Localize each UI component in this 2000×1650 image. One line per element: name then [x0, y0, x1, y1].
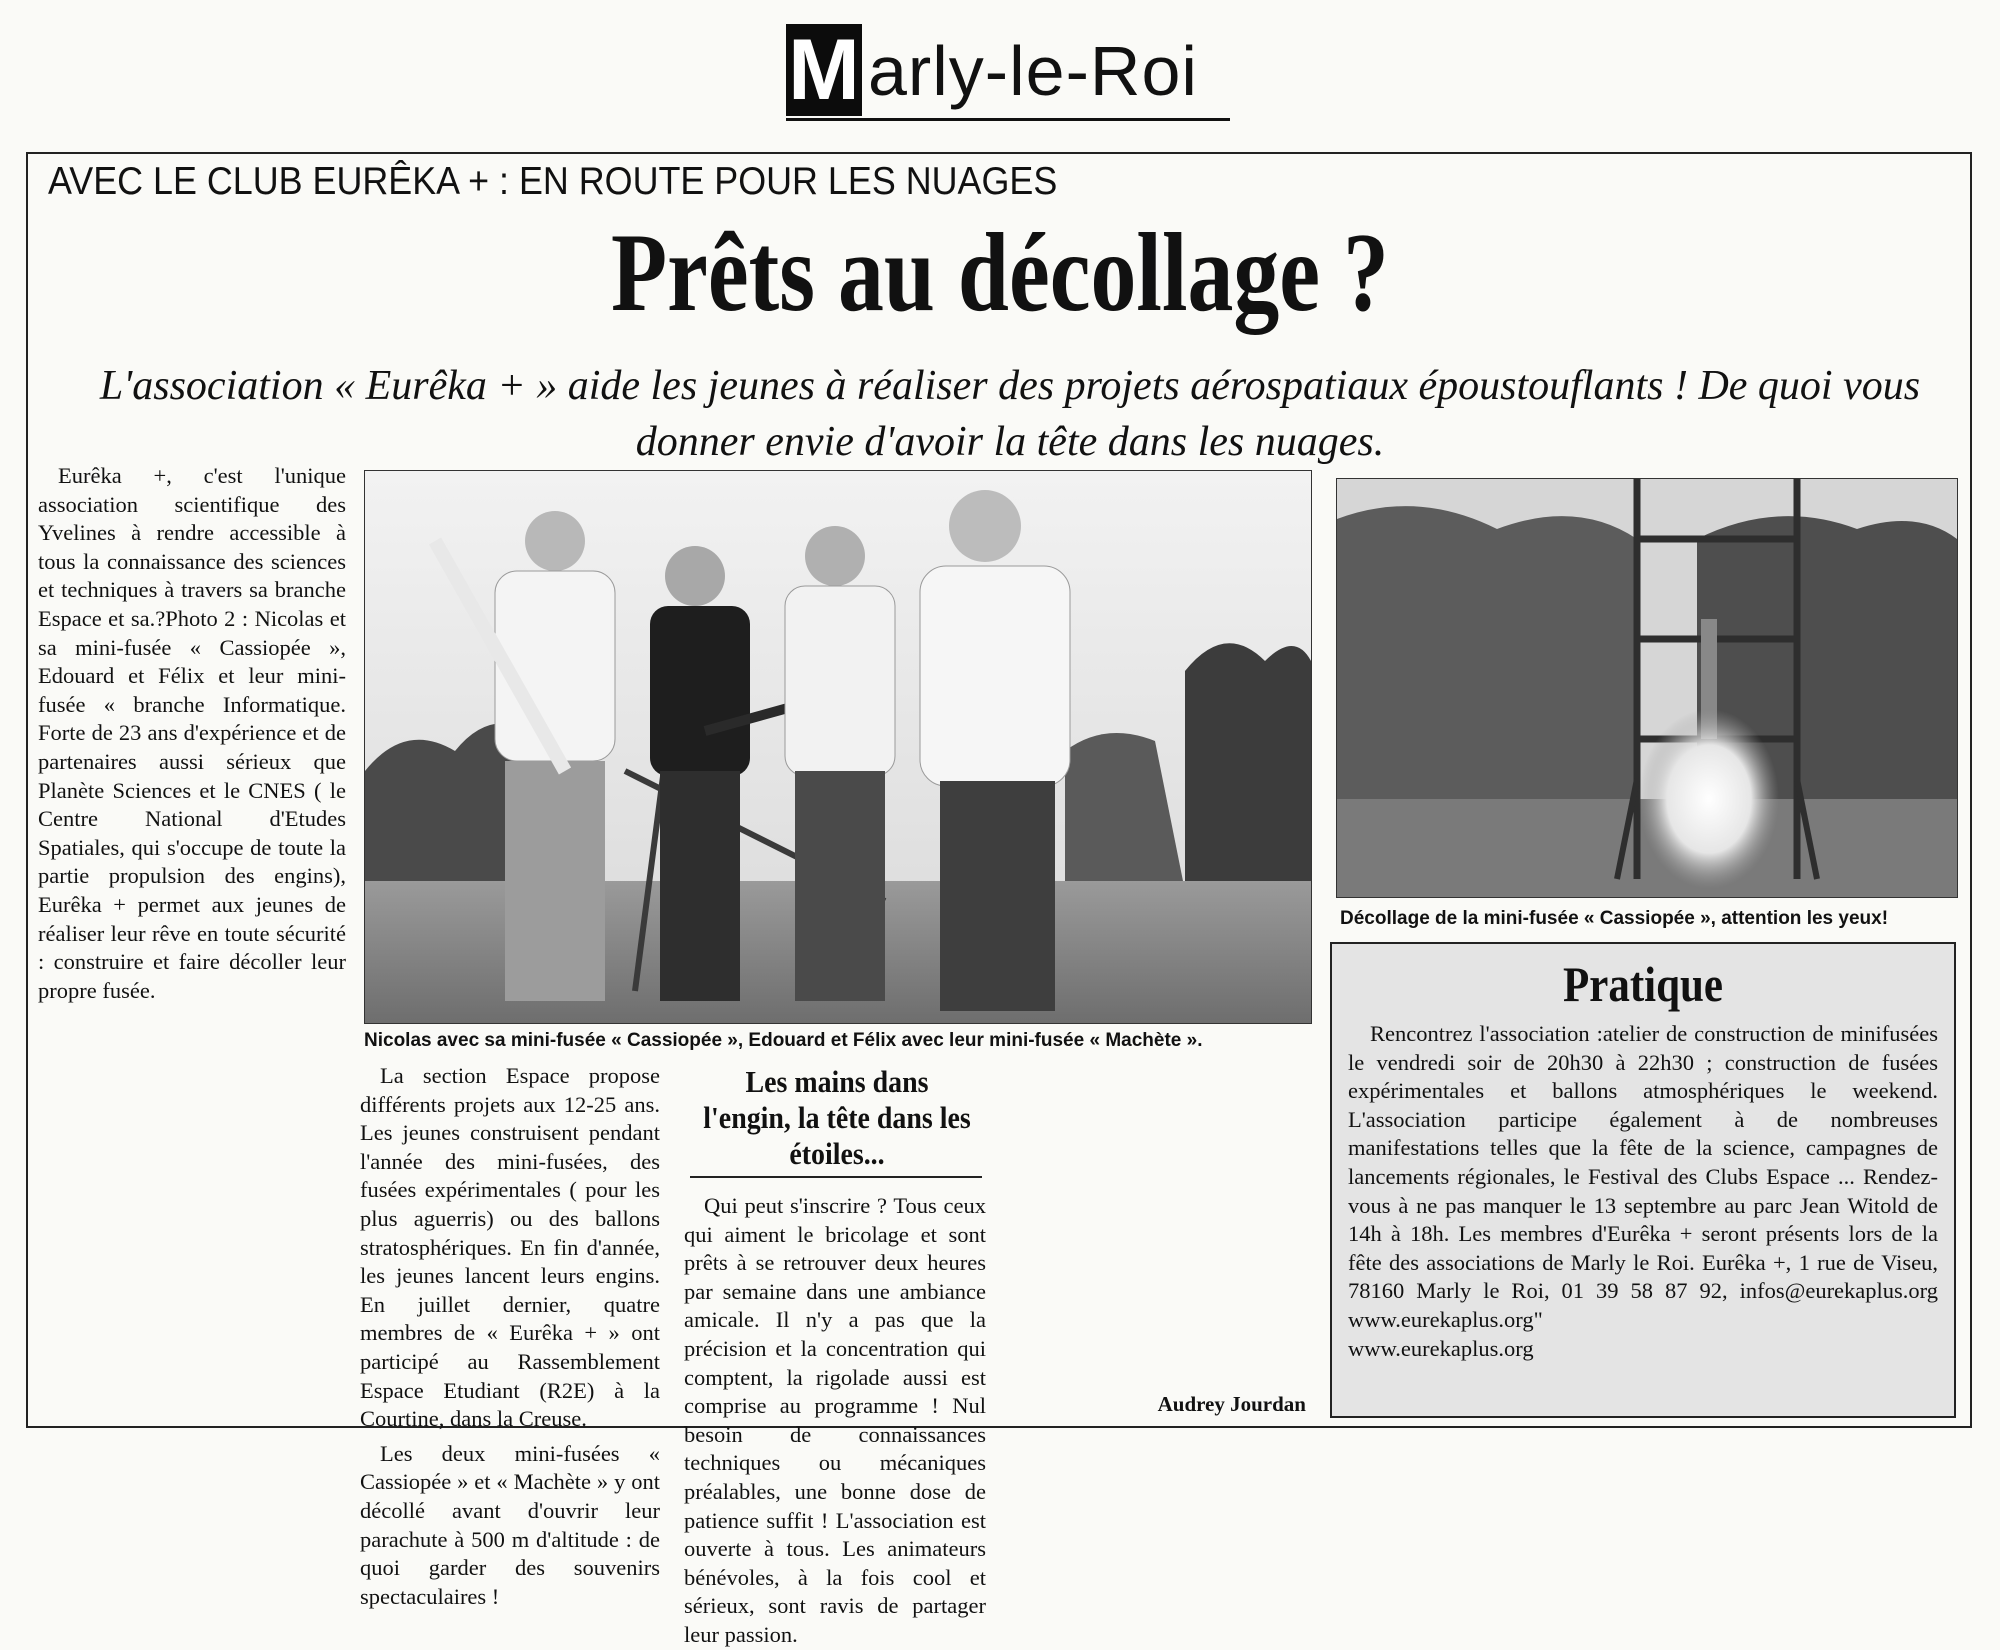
body-paragraph-4: Qui peut s'inscrire ? Tous ceux qui aiment le bricolage et sont prêts à se retrouver deux heures par semaine dans une ambiance amicale. Il n'y a pas que la précision et la concentration qui comptent, la rigolade aussi est comprise au programme ! Nul besoin de connaissances techniques ou mécaniques préalables, une bonne dose de patience suffit ! L'association est ouverte à tous. Les animateurs bénévoles, à la fois cool et sérieux, sont ravis de partager leur passion.	[684, 1193, 986, 1647]
photo-caption-launch: Décollage de la mini-fusée « Cassiopée », attention les yeux!	[1340, 908, 1889, 929]
photo-rocket-team-image	[365, 471, 1311, 1023]
pratique-title: Pratique	[1562, 956, 1724, 1012]
article-subhead: Les mains dans l'engin, la tête dans les étoiles...	[703, 1064, 971, 1171]
article-lead: L'association « Eurêka + » aide les jeunes à réaliser des projets aérospatiaux époustouflants ! De quoi vous donner envie d'avoir la tête dans les nuages.	[99, 363, 1921, 465]
article-headline: Prêts au décollage ?	[611, 211, 1389, 335]
photo-rocket-team	[364, 470, 1312, 1024]
pratique-text: Rencontrez l'association :atelier de construction de minifusées le vendredi soir de 20h30 à 22h30 ; construction de fusées expérimentales et ballons atmosphériques le weekend. L'association participe également à de nombreuses manifestations telles que la fête de la science, campagnes de lancements régionales, le Festival des Clubs Espace ... Rendez-vous à ne pas manquer le 13 septembre au parc Jean Witold de 14h à 18h. Les membres d'Eurêka + seront présents lors de la fête des associations de Marly le Roi. Eurêka +, 1 rue de Viseu, 78160 Marly le Roi, 01 39 58 87 92, infos@eurekaplus.org www.eurekaplus.org"	[1348, 1021, 1938, 1332]
body-paragraph-3: Les deux mini-fusées « Cassiopée » et « Machète » y ont décollé avant d'ouvrir leur parachute à 500 m d'altitude : de quoi garder des souvenirs spectaculaires !	[360, 1440, 660, 1609]
article-column-3	[684, 1192, 986, 1650]
body-paragraph-2: La section Espace propose différents projets aux 12-25 ans. Les jeunes construisent pendant l'année des mini-fusées, des fusées expérimentales ( pour les plus aguerris) ou des ballons stratosphériques. En fin d'année, les jeunes lancent leurs engins. En juillet dernier, quatre membres de « Eurêka + » ont participé au Rassemblement Espace Etudiant (R2E) à la Courtine, dans la Creuse.	[360, 1063, 660, 1432]
body-paragraph-1: Eurêka +, c'est l'unique association scientifique des Yvelines à rendre accessible à tous la connaissance des sciences et techniques à travers sa branche Espace et sa.?Photo 2 : Nicolas et sa mini-fusée « Cassiopée », Edouard et Félix et leur mini-fusée « branche Informatique. Forte de 23 ans d'expérience et de partenaires aussi sérieux que Planète Sciences et le CNES ( le Centre National d'Etudes Spatiales, qui s'occupe de toute la partie propulsion des engins), Eurêka + permet aux jeunes de réaliser leur rêve en toute sécurité : construire et faire décoller leur propre fusée.	[38, 463, 346, 1003]
article-column-2	[360, 1062, 660, 1611]
pratique-website-link[interactable]: www.eurekaplus.org	[1348, 1335, 1534, 1361]
section-initial: M	[786, 24, 862, 116]
pratique-body	[1348, 1020, 1938, 1363]
article-column-1	[38, 462, 346, 1005]
photo-rocket-launch-image	[1337, 479, 1957, 897]
photo-caption-main: Nicolas avec sa mini-fusée « Cassiopée », Edouard et Félix avec leur mini-fusée « Machète ».	[364, 1030, 1203, 1051]
section-header	[786, 24, 1230, 121]
subhead-rule	[690, 1176, 982, 1178]
article-kicker: AVEC LE CLUB EURÊKA + : EN ROUTE POUR LES NUAGES	[48, 160, 1058, 203]
photo-rocket-launch	[1336, 478, 1958, 898]
section-title: arly-le-Roi	[868, 32, 1198, 110]
article-signature: Audrey Jourdan	[1157, 1392, 1306, 1416]
